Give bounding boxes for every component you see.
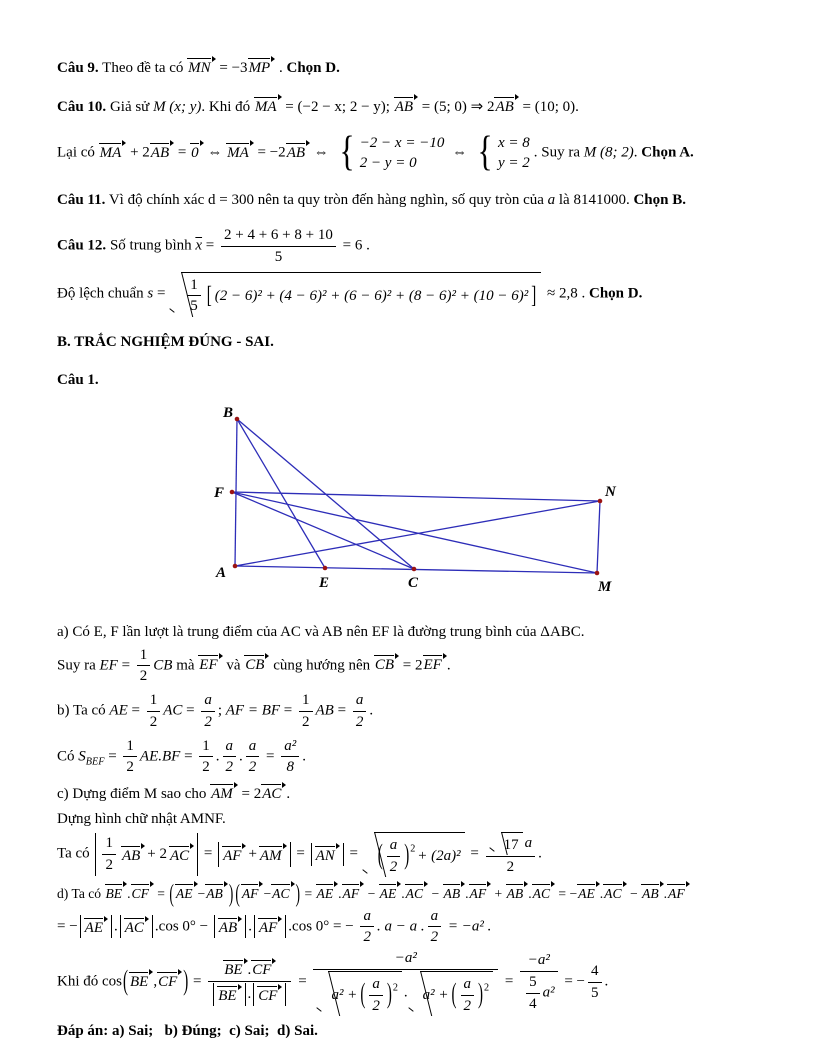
point-label-M: M [598, 579, 612, 595]
vector-MP: MP [248, 56, 276, 77]
question-label: Câu 10. [57, 98, 107, 115]
subscript-BEF: BEF [85, 756, 105, 768]
text-run: = (5; 0) ⇒ 2 [421, 98, 495, 115]
fraction: $\frac{a}{2}$ [353, 691, 367, 732]
x-bar-symbol: $\overline{x}$ [195, 237, 203, 254]
text-run: và [226, 657, 241, 674]
part-c-line3 [57, 832, 762, 877]
abs-value [80, 915, 112, 938]
vector-AB: AB [394, 95, 418, 116]
vector-AC: AC [532, 882, 555, 901]
fraction: $\frac{a}{2}$ [201, 691, 215, 732]
cau-10-line2 [57, 129, 762, 176]
abs-value [120, 915, 153, 938]
math-run: AF = BF [225, 702, 281, 719]
vector-AF: AF [667, 882, 690, 901]
part-b-line1 [57, 691, 762, 732]
vector-CF: CF [131, 882, 154, 901]
equals-sign: = [203, 845, 213, 862]
paren-glyph: ) [183, 966, 189, 997]
vector-AE: AE [577, 882, 600, 901]
fraction: $\frac{1}{2}$ [102, 834, 116, 875]
vector-MA: MA [99, 141, 127, 162]
vector-EF: EF [423, 653, 447, 674]
text-run: = 2 [402, 657, 423, 674]
vector-MN: MN [187, 56, 216, 77]
text-run: Ta có [57, 845, 90, 862]
vector-CF: CF [257, 984, 282, 1005]
math-run: AE [109, 702, 128, 719]
bracket-glyph: ] [531, 282, 537, 309]
equals-sign: = [184, 748, 193, 765]
section-b-heading: B. TRẮC NGHIỆM ĐÚNG - SAI. [57, 334, 274, 350]
vector-CB: CB [244, 653, 269, 674]
fraction: −a² a² + ( $\frac{a}{2}$ )$^2$ . a² + ( $\frac{a}{2}$ )$^2$ [313, 949, 498, 1015]
equals-sign: = [156, 285, 166, 302]
text-run: . [302, 748, 306, 765]
fraction: $\frac{1}{2}$ [199, 737, 213, 778]
equals-sign: = [283, 702, 293, 719]
paren-glyph: ( [123, 966, 128, 997]
vector-AF: AF [342, 882, 365, 901]
square-root: 17 [491, 832, 523, 855]
point-label-A: A [216, 565, 227, 581]
paren-glyph: ) [295, 878, 301, 908]
cau-9-solution [57, 56, 762, 80]
geometry-figure [197, 406, 762, 609]
vector-AE: AE [316, 882, 339, 901]
square-root: a² + ( $\frac{a}{2}$ )$^2$ [318, 971, 401, 1016]
figure-segments [232, 419, 600, 573]
paren-glyph: ) [478, 979, 484, 1010]
text-run: Có [57, 748, 75, 765]
text-run: ≈ 2,8 . [547, 285, 586, 302]
brace-glyph: { [339, 129, 355, 176]
text-run: . [278, 60, 283, 76]
math-run: (2 − 6)² + (4 − 6)² + (6 − 6)² + (8 − 6)² + (10 − 6)² [214, 287, 529, 304]
paren-glyph: ) [386, 979, 392, 1010]
question-label: Câu 12. [57, 237, 107, 254]
segment-FM [232, 492, 597, 573]
text-run: .cos 0° − [154, 918, 209, 935]
vector-AF: AF [222, 844, 246, 865]
vector-AE: AE [379, 882, 402, 901]
dot-operator: . [239, 748, 243, 765]
text-run: = 2 [241, 786, 262, 802]
part-d-line3: Khi đó cos( BE ,CF ) = BE .CF BE . CF = −a² a² + ( $\frac{a}{2}$ )$^2$ . a² + ( $\frac{a}{2}$ )$^2$ = −a² $\frac{5}{4}$ a² = − $\frac{4}{5}$ . [57, 950, 609, 1014]
text-run: . [369, 702, 374, 719]
math-run: AC [163, 702, 183, 719]
math-run: AE.BF [139, 748, 181, 765]
figure-canvas [197, 406, 629, 604]
part-b-line2 [57, 737, 762, 778]
fraction: −a² $\frac{5}{4}$ a² [520, 951, 558, 1013]
text-run: . [286, 786, 291, 802]
equation-system [337, 129, 445, 176]
text-run: + 2 [130, 144, 150, 161]
final-answer: Đáp án: a) Sai; b) Đúng; c) Sai; d) Sai. [57, 1023, 318, 1040]
paren-glyph: ( [169, 878, 174, 908]
vector-AB: AB [205, 882, 228, 901]
math-run: S [78, 748, 86, 765]
vector-AB: AB [494, 95, 518, 116]
square-root: a² + ( $\frac{a}{2}$ )$^2$ [410, 971, 493, 1016]
text-run: = (−2 − x; 2 − y); [285, 98, 390, 115]
vector-AC: AC [405, 882, 428, 901]
answer-choice: Chọn D. [286, 60, 340, 76]
segment-FN [232, 492, 600, 501]
equals-sign: = [177, 144, 187, 161]
math-run: CB [153, 657, 173, 674]
dot-operator: . [215, 748, 220, 765]
text-run: d) Ta có [57, 885, 102, 901]
vector-AC: AC [169, 844, 194, 865]
vector-BE: BE [129, 970, 153, 991]
math-run: M (8; 2) [583, 144, 634, 161]
text-run: Khi đó cos [57, 973, 122, 990]
point-M [595, 571, 600, 576]
vector-EF: EF [198, 653, 222, 674]
fraction: $\frac{\text{a²}}{8}$ [281, 737, 299, 778]
vector-CF: CF [251, 958, 276, 979]
case-row: −2 − x = −10 [359, 135, 445, 151]
case-row: x = 8 [498, 135, 530, 151]
text-run: = (10; 0). [522, 98, 579, 115]
equals-sign: = [108, 748, 117, 765]
equals-sign: = [131, 702, 140, 719]
point-A [233, 564, 238, 569]
point-label-C: C [408, 575, 419, 591]
text-run: . [538, 845, 542, 862]
fraction: 17 a 2 [486, 832, 536, 877]
fraction: $\frac{4}{5}$ [588, 962, 602, 1003]
vector-BE: BE [105, 882, 128, 901]
question-label: Câu 9. [57, 60, 99, 76]
fraction: $\frac{1}{2}$ [123, 737, 137, 778]
iff-symbol: ⇔ [207, 144, 223, 161]
text-run: mà [176, 657, 195, 674]
iff-symbol: ⇔ [313, 144, 329, 161]
equals-sign: = [186, 702, 195, 719]
vector-MA: MA [254, 95, 282, 116]
point-label-B: B [223, 406, 234, 421]
cau-12-line2 [57, 272, 762, 317]
square-root [364, 832, 465, 877]
text-run: .cos 0° = − [288, 918, 354, 935]
segment-CF [232, 492, 414, 569]
vector-AF: AF [241, 882, 264, 901]
point-label-N: N [605, 484, 616, 500]
math-run: . a − a . [376, 918, 425, 935]
vector-BE: BE [223, 958, 247, 979]
radical-sign [491, 832, 501, 855]
vector-CB: CB [374, 653, 399, 674]
point-N [598, 499, 603, 504]
abs-value [218, 842, 290, 867]
math-run: = −a² . [447, 918, 492, 935]
fraction: $\frac{a}{2}$ [461, 975, 475, 1016]
vector-AB: AB [641, 882, 664, 901]
math-run: s [147, 285, 154, 302]
part-a-line2 [57, 646, 762, 687]
part-d-line1: d) Ta có BE .CF = ( AE −AB ) ( AF −AC ) = AE .AF − AE .AC − AB .AF + AB .AC = −AE .AC − AB .AF [57, 882, 762, 905]
brace-glyph: { [477, 129, 493, 176]
fraction: $\frac{a}{2}$ [360, 907, 374, 948]
part-a-line1: a) Có E, F lần lượt là trung điểm của AC và AB nên EF là đường trung bình của ΔABC. [57, 624, 585, 640]
text-run: = 6 . [342, 237, 370, 254]
point-F [230, 490, 235, 495]
vector-AC: AC [271, 882, 294, 901]
fraction: $\frac{a}{2}$ [428, 907, 442, 948]
abs-value [214, 915, 246, 938]
vector-AE: AE [175, 882, 198, 901]
vector-AB: AB [121, 844, 145, 865]
vector-AF: AF [258, 916, 282, 937]
text-run: Vì độ chính xác d = 300 nên ta quy tròn đến hàng nghìn, số quy tròn của [108, 191, 544, 208]
square-root [171, 272, 541, 317]
equals-sign: = [266, 748, 275, 765]
fraction: $\frac{a}{2}$ [246, 737, 260, 778]
vector-AM: AM [210, 782, 238, 803]
cau-12-line1 [57, 226, 762, 267]
plus-sign: + [248, 846, 257, 862]
fraction: $\frac{1}{2}$ [299, 691, 313, 732]
text-run: Theo đề ta có [102, 60, 184, 76]
vector-AB: AB [218, 916, 242, 937]
cau-11-solution [57, 189, 762, 212]
math-run: AB [315, 702, 334, 719]
vector-CF: CF [157, 970, 182, 991]
cau-1-label: Câu 1. [57, 371, 99, 388]
paren-glyph: ( [451, 979, 457, 1010]
abs-value [254, 915, 286, 938]
vector-AE: AE [84, 916, 108, 937]
abs-value [253, 983, 286, 1006]
answer-choice: Chọn D. [588, 285, 643, 302]
fraction: $\frac{a}{2}$ [369, 975, 383, 1016]
vector-AC: AC [603, 882, 626, 901]
paren-glyph: ) [228, 878, 234, 908]
text-run: + 2 [147, 846, 167, 862]
text-run: Suy ra [57, 657, 96, 674]
fraction: $\frac{a}{2}$ [387, 836, 401, 877]
paren-glyph: ( [360, 979, 366, 1010]
iff-symbol: ⇔ [452, 144, 468, 161]
point-C [412, 567, 417, 572]
math-run: + (2a)² [417, 848, 461, 864]
text-run: = −2 [257, 144, 286, 161]
fraction: $\frac{5}{4}$ [526, 973, 540, 1014]
vector-zero: 0 [190, 141, 204, 162]
part-d-line2: = − AE . AC .cos 0° − AB . AF .cos 0° = − $\frac{a}{2}$ . a − a . $\frac{a}{2}$ = −a² . [57, 907, 492, 946]
text-run: . [446, 657, 451, 674]
radical-sign [410, 971, 420, 1016]
equals-sign: = [296, 845, 305, 862]
abs-value [213, 983, 245, 1006]
paren-glyph: ) [404, 840, 410, 871]
vector-MA: MA [226, 141, 254, 162]
equals-sign: = [121, 657, 131, 674]
superscript: 2 [410, 843, 416, 855]
question-label: Câu 11. [57, 191, 106, 208]
cau-10-line1 [57, 95, 762, 119]
text-run: Giả sử [109, 98, 150, 115]
text-run: . Khi đó [201, 98, 251, 115]
radical-sign [318, 971, 328, 1016]
point-label-E: E [319, 575, 330, 591]
fraction: BE .CF BE . CF [208, 958, 291, 1006]
vector-AN: AN [315, 844, 340, 865]
text-run: Lại có [57, 144, 95, 161]
text-run: . [633, 144, 638, 161]
text-run: Độ lệch chuẩn [57, 285, 144, 302]
paren-glyph: ( [377, 840, 383, 871]
abs-value [311, 843, 344, 866]
radical-sign [364, 832, 374, 877]
fraction: $\frac{1}{2}$ [147, 691, 161, 732]
abs-value [95, 833, 198, 876]
vector-AC: AC [261, 782, 286, 803]
text-run: c) Dựng điểm M sao cho [57, 786, 207, 802]
paren-glyph: ( [235, 878, 240, 908]
fraction: $\frac{2 + 4 + 6 + 8 + 10}{5}$ [221, 226, 336, 267]
text-run: ; [217, 702, 223, 719]
vector-AB: AB [286, 141, 310, 162]
vector-AC: AC [124, 916, 149, 937]
fraction: $\frac{a}{2}$ [223, 737, 237, 778]
part-c-line1 [57, 782, 762, 806]
radical-sign [171, 272, 181, 317]
equals-sign: = [349, 845, 358, 862]
vector-AF: AF [469, 882, 492, 901]
text-run: b) Ta có [57, 702, 106, 719]
fraction: $\frac{1}{5}$ [187, 276, 201, 317]
point-E [323, 566, 328, 571]
case-row: 2 − y = 0 [359, 155, 417, 172]
answer-choice: Chọn A. [641, 144, 694, 161]
equals-sign: = [205, 237, 215, 254]
math-run: a [547, 191, 556, 208]
text-run: = −3 [219, 60, 248, 76]
vector-AB: AB [506, 882, 529, 901]
text-run: . Suy ra [533, 144, 581, 161]
point-label-F: F [214, 485, 225, 501]
segment-NM [597, 501, 600, 573]
text-run: Số trung bình [109, 237, 192, 254]
part-c-line2: Dựng hình chữ nhật AMNF. [57, 810, 226, 827]
math-run: EF [99, 657, 118, 674]
case-row: y = 2 [498, 155, 530, 172]
vector-AM: AM [259, 844, 287, 865]
vector-AB: AB [443, 882, 466, 901]
point-B [235, 417, 240, 422]
equals-sign: = [470, 845, 479, 862]
answer-choice: Chọn B. [633, 191, 686, 208]
math-run: M (x; y) [153, 98, 202, 115]
equation-system [475, 129, 530, 176]
text-run: là 8141000. [558, 191, 630, 208]
equals-sign: = [337, 702, 347, 719]
vector-BE: BE [217, 984, 241, 1005]
fraction: $\frac{1}{2}$ [137, 646, 151, 687]
text-run: cùng hướng nên [273, 657, 371, 674]
bracket-glyph: [ [206, 282, 212, 309]
vector-AB: AB [150, 141, 174, 162]
